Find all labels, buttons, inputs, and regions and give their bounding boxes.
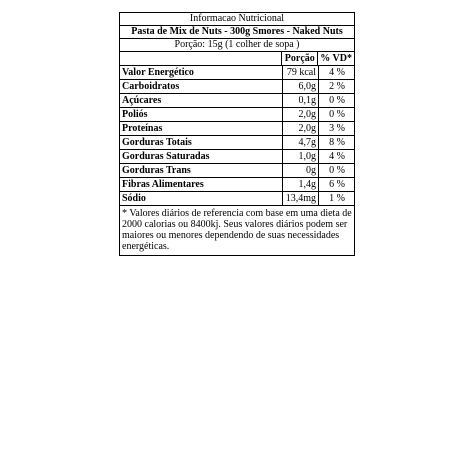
- nutrient-name: Gorduras Saturadas: [120, 150, 283, 163]
- product-name: [120, 26, 354, 39]
- column-header-name: [120, 52, 282, 65]
- nutrient-name: Carboidratos: [120, 80, 283, 93]
- title-text: Informacao Nutricional: [189, 13, 285, 24]
- nutrient-row: [120, 108, 354, 122]
- serving-size: [120, 39, 354, 52]
- nutrient-amount: 4,7g: [283, 136, 319, 149]
- nutrient-name: Sódio: [120, 192, 283, 205]
- nutrient-dv: 6 %: [329, 178, 345, 190]
- nutrient-dv: 4 %: [329, 150, 345, 162]
- label-title: [120, 13, 354, 26]
- nutrient-dv: 3 %: [329, 122, 345, 134]
- nutrient-row: [120, 94, 354, 108]
- footnote-row: [120, 206, 354, 255]
- footnote-text: * Valores diários de referencia com base em uma dieta de 2000 calorias ou 8400kj. Seus valores diários podem ser maiores ou menores dependendo de suas necessidades energéticas.: [122, 208, 352, 252]
- nutrient-amount: 13,4mg: [283, 192, 319, 205]
- nutrient-dv: 1 %: [329, 192, 345, 204]
- nutrient-amount: 6,0g: [283, 80, 319, 93]
- nutrient-name: Poliós: [120, 108, 283, 121]
- nutrient-dv: 0 %: [329, 164, 345, 176]
- nutrient-row: [120, 192, 354, 206]
- nutrient-row: [120, 178, 354, 192]
- nutrient-name: Açúcares: [120, 94, 283, 107]
- nutrient-dv: 2 %: [329, 80, 345, 92]
- nutrient-dv: 4 %: [329, 66, 345, 78]
- nutrient-amount: 79 kcal: [283, 66, 319, 79]
- nutrient-amount: 2,0g: [283, 108, 319, 121]
- nutrient-amount: 2,0g: [283, 122, 319, 135]
- column-header-vd: % VD*: [320, 52, 352, 64]
- nutrient-name: Proteínas: [120, 122, 283, 135]
- serving-text: Porção: 15g (1 colher de sopa ): [174, 39, 300, 50]
- nutrient-name: Fibras Alimentares: [120, 178, 283, 191]
- nutrient-row: [120, 150, 354, 164]
- nutrient-row: [120, 80, 354, 94]
- nutrient-row: [120, 164, 354, 178]
- nutrient-row: [120, 122, 354, 136]
- nutrient-name: Gorduras Trans: [120, 164, 283, 177]
- product-text: Pasta de Mix de Nuts - 300g Smores - Naked Nuts: [131, 26, 343, 37]
- nutrient-row: [120, 66, 354, 80]
- column-header-row: [120, 52, 354, 66]
- nutrient-amount: 1,4g: [283, 178, 319, 191]
- nutrient-amount: 1,0g: [283, 150, 319, 163]
- nutrition-facts-label: [119, 12, 355, 256]
- nutrient-dv: 0 %: [329, 108, 345, 120]
- nutrient-dv: 0 %: [329, 94, 345, 106]
- nutrient-row: [120, 136, 354, 150]
- nutrient-amount: 0g: [283, 164, 319, 177]
- nutrient-amount: 0,1g: [283, 94, 319, 107]
- nutrient-dv: 8 %: [329, 136, 345, 148]
- nutrient-name: Gorduras Totais: [120, 136, 283, 149]
- column-header-porcao: Porção: [282, 52, 318, 65]
- nutrient-name: Valor Energético: [120, 66, 283, 79]
